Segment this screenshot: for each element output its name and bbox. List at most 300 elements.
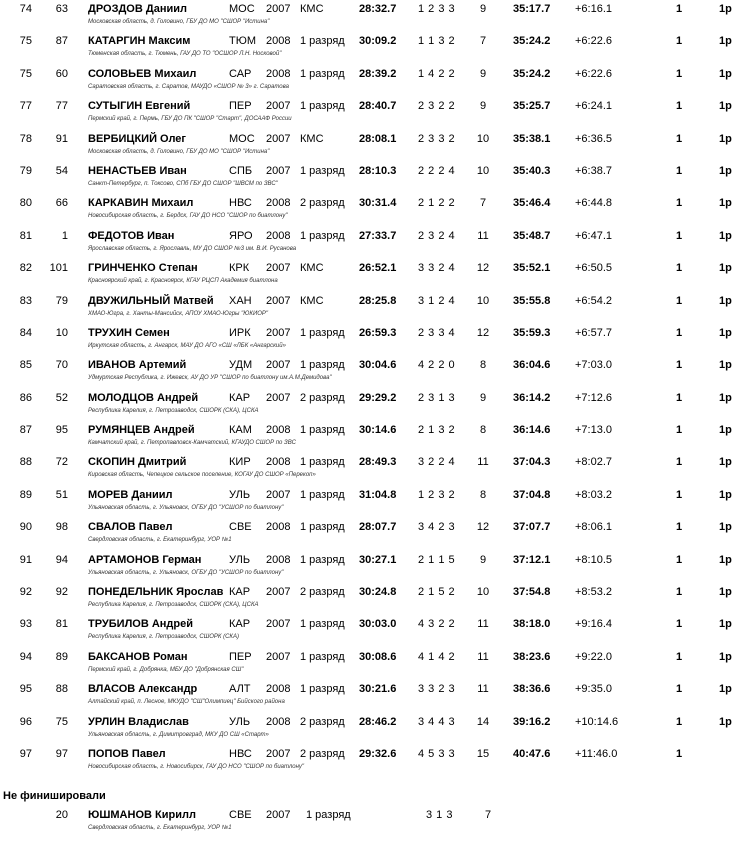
result-row: [0, 97, 750, 129]
birth-year: 2008: [266, 521, 291, 534]
penalty-count: 7: [479, 35, 487, 48]
place: 86: [19, 391, 32, 404]
athlete-name: ТРУХИН Семен: [88, 326, 170, 339]
time-gap: +6:22.6: [575, 67, 613, 80]
penalty-count: 10: [476, 132, 490, 145]
time-gap: +6:44.8: [575, 197, 613, 210]
birth-year: 2007: [266, 391, 291, 404]
region-code: КАР: [229, 618, 251, 631]
sport-rank: 1 разряд: [300, 488, 345, 501]
place: 97: [19, 747, 32, 760]
place: 83: [19, 294, 32, 307]
qualification-rank: 1р: [719, 391, 732, 404]
club-affiliation: Камчатский край, г. Петропавловск-Камчатский, КГАУДО СШОР по ЗВС: [88, 440, 296, 447]
athlete-name: МОЛОДЦОВ Андрей: [88, 391, 199, 404]
points-value: 1: [676, 747, 683, 760]
result-row: [0, 551, 750, 583]
athlete-name: ДРОЗДОВ Даниил: [88, 3, 187, 15]
total-time: 35:24.2: [513, 67, 551, 80]
result-row: [0, 680, 750, 712]
club-affiliation: ХМАО-Югра, г. Ханты-Мансийск, АПОУ ХМАО-Югры "ЮКИОР": [88, 310, 269, 317]
result-row: [0, 130, 750, 162]
shooting-misses: 1 2 3 2: [418, 488, 456, 501]
qualification-rank: 1р: [719, 488, 732, 501]
ski-time: 28:32.7: [359, 3, 397, 15]
shooting-misses: 2 3 1 3: [418, 391, 456, 404]
penalty-count: 9: [479, 67, 487, 80]
result-row: [0, 162, 750, 194]
bib-number: 10: [55, 326, 68, 339]
bib-number: 60: [55, 67, 68, 80]
total-time: 35:52.1: [513, 262, 551, 275]
region-code: УЛЬ: [229, 715, 251, 728]
qualification-rank: 1р: [719, 164, 732, 177]
region-code: МОС: [229, 132, 255, 145]
points-value: 1: [676, 164, 683, 177]
bib-number: 70: [55, 359, 68, 372]
points-value: 1: [676, 391, 683, 404]
time-gap: +9:16.4: [575, 618, 613, 631]
shooting-misses: 3 3 2 4: [418, 262, 456, 275]
birth-year: 2008: [266, 553, 291, 566]
total-time: 38:23.6: [513, 650, 551, 663]
bib-number: 54: [55, 164, 68, 177]
total-time: 35:55.8: [513, 294, 551, 307]
ski-time: 27:33.7: [359, 229, 397, 242]
athlete-name: ПОНЕДЕЛЬНИК Ярослав: [88, 586, 224, 599]
bib-number: 52: [55, 391, 68, 404]
bib-number: 1: [61, 229, 68, 242]
qualification-rank: 1р: [719, 683, 732, 696]
qualification-rank: 1р: [719, 100, 732, 113]
total-time: 37:54.8: [513, 586, 551, 599]
dnf-section-title: Не финишировали: [3, 790, 106, 802]
birth-year: 2008: [266, 35, 291, 48]
club-affiliation: Ульяновская область, г. Димитровград, МКУ ДО СШ «Старт»: [88, 731, 269, 738]
result-row: [0, 0, 750, 32]
total-time: 36:14.2: [513, 391, 551, 404]
club-affiliation: Ульяновская область, г. Ульяновск, ОГБУ ДО "УСШОР по биатлону": [88, 569, 284, 576]
athlete-name: ФЕДОТОВ Иван: [88, 229, 175, 242]
ski-time: 28:07.7: [359, 521, 397, 534]
sport-rank: 1 разряд: [300, 326, 345, 339]
points-value: 1: [676, 521, 683, 534]
bib-number: 66: [55, 197, 68, 210]
penalty-count: 10: [476, 164, 490, 177]
points-value: 1: [676, 553, 683, 566]
region-code: СПБ: [229, 164, 253, 177]
penalty-count: 9: [479, 391, 487, 404]
place: 95: [19, 683, 32, 696]
birth-year: 2007: [266, 359, 291, 372]
penalty-count: 12: [476, 326, 490, 339]
result-row: [0, 648, 750, 680]
ski-time: 31:04.8: [359, 488, 397, 501]
penalty-count: 7: [479, 197, 487, 210]
athlete-name: ИВАНОВ Артемий: [88, 359, 187, 372]
result-row: [0, 615, 750, 647]
club-affiliation: Республика Карелия, г. Петрозаводск, СШОРК (СКА): [88, 634, 239, 641]
region-code: КАР: [229, 391, 251, 404]
total-time: 35:17.7: [513, 3, 551, 15]
birth-year: 2008: [266, 715, 291, 728]
result-row: [0, 65, 750, 97]
result-row: [0, 32, 750, 64]
ski-time: 30:04.6: [359, 359, 397, 372]
sport-rank: 1 разряд: [300, 229, 345, 242]
result-row: [0, 486, 750, 518]
points-value: 1: [676, 326, 683, 339]
region-code: ПЕР: [229, 650, 252, 663]
time-gap: +8:02.7: [575, 456, 613, 469]
region-code: КИР: [229, 456, 251, 469]
birth-year: 2008: [266, 229, 291, 242]
place: 81: [19, 229, 32, 242]
place: 74: [19, 3, 32, 15]
athlete-name: СУТЫГИН Евгений: [88, 100, 191, 113]
shooting-misses: 2 2 2 4: [418, 164, 456, 177]
penalty-count: 12: [476, 262, 490, 275]
time-gap: +9:22.0: [575, 650, 613, 663]
result-row: [0, 259, 750, 291]
result-row: [0, 421, 750, 453]
qualification-rank: 1р: [719, 326, 732, 339]
region-code: НВС: [229, 747, 252, 760]
club-affiliation: Иркутская область, г. Ангарск, МАУ ДО АГО «СШ «ЛБК «Ангарский»: [88, 342, 286, 349]
time-gap: +8:06.1: [575, 521, 613, 534]
sport-rank: 1 разряд: [300, 424, 345, 437]
total-time: 35:59.3: [513, 326, 551, 339]
place: 88: [19, 456, 32, 469]
total-time: 40:47.6: [513, 747, 551, 760]
bib-number: 79: [55, 294, 68, 307]
birth-year: 2007: [266, 488, 291, 501]
result-row: [0, 518, 750, 550]
region-code: ПЕР: [229, 100, 252, 113]
sport-rank: 2 разряд: [300, 586, 345, 599]
shooting-misses: 1 4 2 2: [418, 67, 456, 80]
bib-number: 98: [55, 521, 68, 534]
time-gap: +9:35.0: [575, 683, 613, 696]
penalty-count: 11: [477, 229, 489, 242]
bib-number: 92: [55, 586, 68, 599]
shooting-misses: 3 2 2 4: [418, 456, 456, 469]
points-value: 1: [676, 456, 683, 469]
time-gap: +6:24.1: [575, 100, 613, 113]
bib-number: 101: [49, 262, 68, 275]
qualification-rank: 1р: [719, 715, 732, 728]
shooting-misses: 4 5 3 3: [418, 747, 456, 760]
bib-number: 89: [55, 650, 68, 663]
result-row: [0, 745, 750, 777]
region-code: УЛЬ: [229, 488, 251, 501]
sport-rank: 1 разряд: [300, 521, 345, 534]
qualification-rank: 1р: [719, 35, 732, 48]
bib-number: 81: [55, 618, 68, 631]
birth-year: 2008: [266, 456, 291, 469]
result-row: [0, 389, 750, 421]
time-gap: +6:36.5: [575, 132, 613, 145]
region-code: КРК: [229, 262, 250, 275]
points-value: 1: [676, 229, 683, 242]
penalty-count: 8: [479, 424, 487, 437]
total-time: 35:46.4: [513, 197, 551, 210]
time-gap: +6:47.1: [575, 229, 613, 242]
penalty-count: 8: [479, 359, 487, 372]
shooting-misses: 3 1 3: [426, 809, 453, 821]
sport-rank: 1 разряд: [300, 456, 345, 469]
athlete-name: ПОПОВ Павел: [88, 747, 166, 760]
sport-rank: 1 разряд: [300, 164, 345, 177]
club-affiliation: Московская область, д. Головино, ГБУ ДО МО "СШОР "Истина": [88, 148, 270, 155]
sport-rank: 1 разряд: [300, 650, 345, 663]
birth-year: 2008: [266, 683, 291, 696]
qualification-rank: 1р: [719, 424, 732, 437]
region-code: МОС: [229, 3, 255, 15]
bib-number: 77: [55, 100, 68, 113]
region-code: ИРК: [229, 326, 251, 339]
result-row: [0, 324, 750, 356]
club-affiliation: Ярославская область, г. Ярославль, МУ ДО СШОР №3 им. В.И. Русанова: [88, 245, 297, 252]
athlete-name: ВЛАСОВ Александр: [88, 683, 198, 696]
qualification-rank: 1р: [719, 553, 732, 566]
ski-time: 26:59.3: [359, 326, 397, 339]
ski-time: 30:09.2: [359, 35, 397, 48]
ski-time: 30:24.8: [359, 586, 397, 599]
club-affiliation: Кировская область, Чепецкое сельское поселение, КОГАУ ДО СШОР «Перекоп»: [88, 472, 316, 479]
ski-time: 28:49.3: [359, 456, 397, 469]
time-gap: +10:14.6: [575, 715, 619, 728]
sport-rank: 1 разряд: [306, 809, 351, 821]
birth-year: 2007: [266, 3, 291, 15]
ski-time: 30:31.4: [359, 197, 397, 210]
sport-rank: КМС: [300, 132, 324, 145]
total-time: 35:38.1: [513, 132, 551, 145]
athlete-name: КАРКАВИН Михаил: [88, 197, 194, 210]
athlete-name: ВЕРБИЦКИЙ Олег: [88, 132, 187, 145]
club-affiliation: Удмуртская Республика, г. Ижевск, АУ ДО УР "СШОР по биатлону им.А.М.Демидова": [88, 375, 332, 382]
ski-time: 29:29.2: [359, 391, 397, 404]
sport-rank: КМС: [300, 294, 324, 307]
birth-year: 2007: [266, 650, 291, 663]
total-time: 38:18.0: [513, 618, 551, 631]
club-affiliation: Свердловская область, г. Екатеринбург, УОР №1: [88, 825, 232, 831]
time-gap: +6:22.6: [575, 35, 613, 48]
result-row: [0, 356, 750, 388]
bib-number: 91: [55, 132, 68, 145]
place: 91: [19, 553, 32, 566]
penalty-count: 9: [479, 553, 487, 566]
club-affiliation: Новосибирская область, г. Бердск, ГАУ ДО НСО "СШОР по биатлону": [88, 213, 288, 220]
total-time: 35:25.7: [513, 100, 551, 113]
result-row: [0, 583, 750, 615]
shooting-misses: 3 4 2 3: [418, 521, 456, 534]
points-value: 1: [676, 683, 683, 696]
bib-number: 51: [55, 488, 68, 501]
time-gap: +6:54.2: [575, 294, 613, 307]
result-row: [0, 713, 750, 745]
points-value: 1: [676, 35, 683, 48]
athlete-name: ГРИНЧЕНКО Степан: [88, 262, 198, 275]
place: 77: [19, 100, 32, 113]
bib-number: 87: [55, 35, 68, 48]
birth-year: 2007: [266, 618, 291, 631]
shooting-misses: 2 1 2 2: [418, 197, 456, 210]
athlete-name: СКОПИН Дмитрий: [88, 456, 187, 469]
athlete-name: СВАЛОВ Павел: [88, 521, 173, 534]
region-code: КАМ: [229, 424, 252, 437]
club-affiliation: Пермский край, г. Пермь, ГБУ ДО ПК "СШОР "Старт", ДОСААФ России: [88, 116, 292, 123]
shooting-misses: 4 3 2 2: [418, 618, 456, 631]
penalty-count: 15: [476, 747, 490, 760]
place: 89: [19, 488, 32, 501]
ski-time: 28:08.1: [359, 132, 397, 145]
ski-time: 28:10.3: [359, 164, 397, 177]
club-affiliation: Санкт-Петербург, п. Токсово, СПб ГБУ ДО СШОР "ШВСМ по ЗВС": [88, 180, 278, 187]
time-gap: +6:57.7: [575, 326, 613, 339]
sport-rank: 1 разряд: [300, 359, 345, 372]
birth-year: 2008: [266, 424, 291, 437]
sport-rank: 1 разряд: [300, 683, 345, 696]
sport-rank: 1 разряд: [300, 618, 345, 631]
club-affiliation: Республика Карелия, г. Петрозаводск, СШОРК (СКА), ЦСКА: [88, 407, 259, 414]
qualification-rank: 1р: [719, 618, 732, 631]
ski-time: 28:39.2: [359, 67, 397, 80]
time-gap: +8:53.2: [575, 586, 613, 599]
sport-rank: КМС: [300, 3, 324, 15]
place: 82: [19, 262, 32, 275]
ski-time: 30:21.6: [359, 683, 397, 696]
points-value: 1: [676, 359, 683, 372]
athlete-name: УРЛИН Владислав: [88, 715, 189, 728]
region-code: САР: [229, 67, 252, 80]
ski-time: 30:03.0: [359, 618, 397, 631]
ski-time: 30:27.1: [359, 553, 397, 566]
birth-year: 2007: [266, 294, 291, 307]
points-value: 1: [676, 618, 683, 631]
sport-rank: 2 разряд: [300, 391, 345, 404]
time-gap: +11:46.0: [575, 747, 618, 760]
region-code: НВС: [229, 197, 252, 210]
region-code: УДМ: [229, 359, 253, 372]
ski-time: 29:32.6: [359, 747, 397, 760]
club-affiliation: Московская область, д. Головино, ГБУ ДО МО "СШОР "Истина": [88, 19, 270, 25]
points-value: 1: [676, 132, 683, 145]
qualification-rank: 1р: [719, 132, 732, 145]
ski-time: 30:14.6: [359, 424, 397, 437]
club-affiliation: Тюменская область, г. Тюмень, ГАУ ДО ТО "ОСШОР Л.Н. Носковой": [88, 51, 282, 58]
birth-year: 2007: [266, 747, 291, 760]
total-time: 37:07.7: [513, 521, 551, 534]
qualification-rank: 1р: [719, 521, 732, 534]
bib-number: 20: [55, 809, 68, 821]
shooting-misses: 3 1 2 4: [418, 294, 456, 307]
penalty-count: 11: [477, 683, 489, 696]
qualification-rank: 1р: [719, 229, 732, 242]
result-row: [0, 453, 750, 485]
club-affiliation: Саратовская область, г. Саратов, МАУДО «СШОР № 3» г. Саратова: [88, 83, 289, 90]
shooting-misses: 3 4 4 3: [418, 715, 456, 728]
club-affiliation: Пермский край, г. Добрянка, МБУ ДО "Добрянская СШ": [88, 666, 244, 673]
athlete-name: ДВУЖИЛЬНЫЙ Матвей: [88, 294, 214, 307]
penalty-count: 9: [479, 100, 487, 113]
time-gap: +7:12.6: [575, 391, 613, 404]
club-affiliation: Красноярский край, г. Красноярск, КГАУ РЦСП Академия биатлона: [88, 278, 278, 285]
sport-rank: 1 разряд: [300, 553, 345, 566]
result-row: [0, 194, 750, 226]
athlete-name: БАКСАНОВ Роман: [88, 650, 188, 663]
points-value: 1: [676, 3, 683, 15]
birth-year: 2008: [266, 67, 291, 80]
shooting-misses: 4 1 4 2: [418, 650, 456, 663]
athlete-name: НЕНАСТЬЕВ Иван: [88, 164, 187, 177]
sport-rank: КМС: [300, 262, 324, 275]
bib-number: 75: [55, 715, 68, 728]
total-time: 36:14.6: [513, 424, 551, 437]
total-time: 37:04.3: [513, 456, 551, 469]
time-gap: +8:10.5: [575, 553, 613, 566]
region-code: СВЕ: [229, 521, 252, 534]
points-value: 1: [676, 294, 683, 307]
ski-time: 28:25.8: [359, 294, 397, 307]
shooting-misses: 2 3 2 4: [418, 229, 456, 242]
place: 93: [19, 618, 32, 631]
place: 75: [19, 35, 32, 48]
total-time: 35:24.2: [513, 35, 551, 48]
sport-rank: 1 разряд: [300, 67, 345, 80]
place: 84: [19, 326, 32, 339]
penalty-count: 11: [477, 650, 489, 663]
penalty-count: 7: [484, 809, 492, 821]
result-row: [0, 292, 750, 324]
place: 80: [19, 197, 32, 210]
qualification-rank: 1р: [719, 586, 732, 599]
athlete-name: АРТАМОНОВ Герман: [88, 553, 202, 566]
total-time: 38:36.6: [513, 683, 551, 696]
points-value: 1: [676, 67, 683, 80]
shooting-misses: 3 3 2 3: [418, 683, 456, 696]
place: 78: [19, 132, 32, 145]
region-code: АЛТ: [229, 683, 251, 696]
total-time: 35:40.3: [513, 164, 551, 177]
region-code: ХАН: [229, 294, 252, 307]
qualification-rank: 1р: [719, 67, 732, 80]
region-code: ТЮМ: [229, 35, 256, 48]
club-affiliation: Ульяновская область, г. Ульяновск, ОГБУ ДО "УСШОР по биатлону": [88, 504, 284, 511]
dnf-row: [0, 806, 750, 838]
total-time: 39:16.2: [513, 715, 551, 728]
points-value: 1: [676, 262, 683, 275]
athlete-name: ТРУБИЛОВ Андрей: [88, 618, 194, 631]
time-gap: +7:13.0: [575, 424, 613, 437]
points-value: 1: [676, 197, 683, 210]
penalty-count: 10: [476, 586, 490, 599]
birth-year: 2008: [266, 197, 291, 210]
place: 96: [19, 715, 32, 728]
bib-number: 63: [55, 3, 68, 15]
bib-number: 97: [55, 747, 68, 760]
place: 87: [19, 424, 32, 437]
penalty-count: 14: [476, 715, 490, 728]
birth-year: 2007: [266, 164, 291, 177]
points-value: 1: [676, 100, 683, 113]
time-gap: +7:03.0: [575, 359, 613, 372]
penalty-count: 12: [476, 521, 490, 534]
region-code: ЯРО: [229, 229, 253, 242]
shooting-misses: 2 1 5 2: [418, 586, 456, 599]
shooting-misses: 4 2 2 0: [418, 359, 456, 372]
club-affiliation: Алтайский край, п. Лесное, МКУДО "СШ"Олимпиец" Бийского района: [88, 699, 285, 706]
